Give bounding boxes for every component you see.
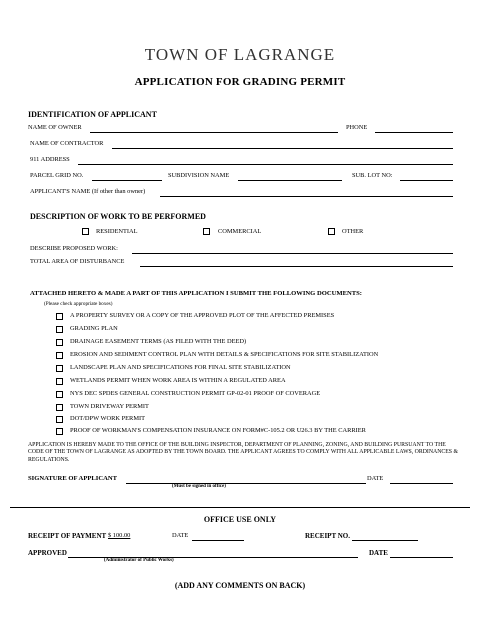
sub-lot-field[interactable] bbox=[400, 180, 453, 181]
admin-note: (Administrator of Public Works) bbox=[104, 558, 174, 563]
office-heading: OFFICE USE ONLY bbox=[203, 515, 277, 524]
doc-checkbox-7[interactable] bbox=[56, 391, 63, 398]
applicant-name-label: APPLICANT'S NAME (If other than owner) bbox=[30, 188, 146, 195]
application-statement: APPLICATION IS HEREBY MADE TO THE OFFICE OF THE BUILDING INSPECTOR, DEPARTMENT OF PLANNING, ZONING, AND BUILDING PURSUANT TO THE CODE OF THE TOWN OF LAGRANGE AS ADOPTED BY THE TOWN BOARD. THE APPLICANT AGREES TO COMPLY WITH ALL APPLICABLE LAWS, ORDINANCES & REGULATIONS. bbox=[28, 442, 458, 463]
documents-heading: ATTACHED HERETO & MADE A PART OF THIS APPLICATION I SUBMIT THE FOLLOWING DOCUMENTS: bbox=[30, 290, 363, 297]
signature-field[interactable] bbox=[126, 483, 366, 484]
doc-item-1: A PROPERTY SURVEY OR A COPY OF THE APPROVED PLOT OF THE AFFECTED PREMISES bbox=[70, 312, 335, 319]
doc-item-5: LANDSCAPE PLAN AND SPECIFICATIONS FOR FINAL SITE STABILIZATION bbox=[70, 364, 291, 371]
address-label: 911 ADDRESS bbox=[30, 156, 70, 163]
doc-checkbox-9[interactable] bbox=[56, 416, 63, 423]
signature-date-field[interactable] bbox=[390, 483, 453, 484]
office-divider bbox=[10, 507, 470, 508]
doc-checkbox-5[interactable] bbox=[56, 365, 63, 372]
commercial-checkbox[interactable] bbox=[203, 228, 210, 235]
doc-item-3: DRAINAGE EASEMENT TERMS (AS FILED WITH THE DEED) bbox=[70, 338, 247, 345]
documents-note: (Please check appropriate boxes) bbox=[44, 301, 113, 307]
commercial-label: COMMERCIAL bbox=[218, 228, 262, 235]
describe-label: DESCRIBE PROPOSED WORK: bbox=[30, 245, 118, 252]
address-field[interactable] bbox=[78, 164, 453, 165]
footer-note: (ADD ANY COMMENTS ON BACK) bbox=[174, 581, 306, 590]
receipt-payment-label: RECEIPT OF PAYMENT bbox=[28, 532, 107, 540]
approved-date-label: DATE bbox=[369, 549, 388, 557]
approved-date-field[interactable] bbox=[390, 557, 453, 558]
doc-item-10: PROOF OF WORKMAN'S COMPENSATION INSURANCE ON FORM#C-105.2 OR U26.3 BY THE CARRIER bbox=[70, 427, 366, 434]
doc-item-6: WETLANDS PERMIT WHEN WORK AREA IS WITHIN A REGULATED AREA bbox=[70, 377, 286, 384]
subdivision-label: SUBDIVISION NAME bbox=[168, 172, 230, 179]
receipt-no-label: RECEIPT NO. bbox=[305, 532, 350, 540]
doc-checkbox-4[interactable] bbox=[56, 352, 63, 359]
description-heading: DESCRIPTION OF WORK TO BE PERFORMED bbox=[30, 212, 206, 221]
doc-checkbox-8[interactable] bbox=[56, 404, 63, 411]
sub-lot-label: SUB. LOT NO: bbox=[352, 172, 393, 179]
signature-note: (Must be signed in office) bbox=[172, 484, 226, 489]
other-label: OTHER bbox=[342, 228, 364, 235]
residential-checkbox[interactable] bbox=[82, 228, 89, 235]
phone-field[interactable] bbox=[375, 132, 453, 133]
contractor-label: NAME OF CONTRACTOR bbox=[30, 140, 104, 147]
doc-item-2: GRADING PLAN bbox=[70, 325, 118, 332]
applicant-name-field[interactable] bbox=[160, 196, 453, 197]
doc-item-8: TOWN DRIVEWAY PERMIT bbox=[70, 403, 149, 410]
owner-label: NAME OF OWNER bbox=[28, 124, 82, 131]
area-label: TOTAL AREA OF DISTURBANCE bbox=[30, 258, 125, 265]
owner-field[interactable] bbox=[90, 132, 338, 133]
doc-checkbox-6[interactable] bbox=[56, 378, 63, 385]
receipt-no-field[interactable] bbox=[352, 540, 418, 541]
doc-checkbox-10[interactable] bbox=[56, 428, 63, 435]
identification-heading: IDENTIFICATION OF APPLICANT bbox=[28, 110, 157, 119]
payment-amount: $ 100.00 bbox=[108, 532, 131, 539]
residential-label: RESIDENTIAL bbox=[96, 228, 138, 235]
parcel-field[interactable] bbox=[92, 180, 162, 181]
receipt-date-field[interactable] bbox=[192, 540, 244, 541]
doc-item-7: NYS DEC SPDES GENERAL CONSTRUCTION PERMIT GP-02-01 PROOF OF COVERAGE bbox=[70, 390, 321, 397]
parcel-label: PARCEL GRID NO. bbox=[30, 172, 84, 179]
phone-label: PHONE bbox=[346, 124, 368, 131]
receipt-date-label: DATE bbox=[172, 532, 189, 539]
doc-checkbox-3[interactable] bbox=[56, 339, 63, 346]
town-name: TOWN OF LAGRANGE bbox=[144, 45, 336, 64]
approved-label: APPROVED bbox=[28, 549, 67, 557]
area-field[interactable] bbox=[140, 266, 453, 267]
doc-checkbox-1[interactable] bbox=[56, 313, 63, 320]
subdivision-field[interactable] bbox=[238, 180, 342, 181]
form-title: APPLICATION FOR GRADING PERMIT bbox=[134, 76, 346, 88]
contractor-field[interactable] bbox=[112, 148, 453, 149]
signature-date-label: DATE bbox=[367, 475, 384, 482]
other-checkbox[interactable] bbox=[328, 228, 335, 235]
doc-item-9: DOT/DPW WORK PERMIT bbox=[70, 415, 146, 422]
doc-item-4: EROSION AND SEDIMENT CONTROL PLAN WITH DETAILS & SPECIFICATIONS FOR SITE STABILIZATION bbox=[70, 351, 379, 358]
doc-checkbox-2[interactable] bbox=[56, 326, 63, 333]
describe-field[interactable] bbox=[132, 253, 453, 254]
signature-label: SIGNATURE OF APPLICANT bbox=[28, 475, 118, 482]
